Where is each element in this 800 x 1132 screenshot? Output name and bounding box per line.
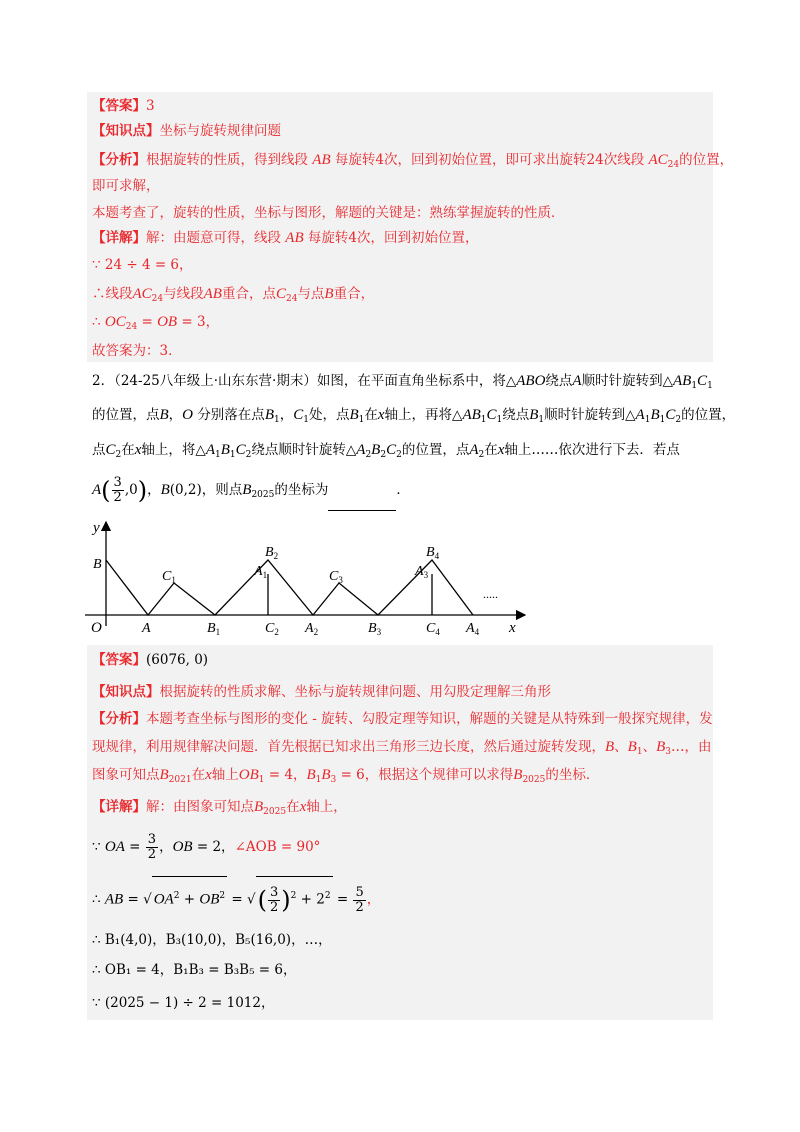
label-B1: $B_1$ [207, 621, 221, 636]
q2-step4: ∴ OB₁ = 4，B₁B₃ = B₃B₅ = 6， [92, 962, 297, 978]
label-C1: $C_1$ [162, 569, 176, 585]
q1-final: 故答案为：3． [92, 343, 182, 359]
bottom-point-labels [141, 621, 480, 636]
label-A4: $A_4$ [466, 621, 480, 636]
q1-analysis-line2: 即可求解， [92, 178, 160, 194]
q1-step2: ∴线段$AC_{24}$与线段AB重合，点$C_{24}$与点B重合， [92, 286, 375, 304]
ellipsis-label: ..... [483, 587, 498, 601]
q2-analysis-line2: 现规律，利用规律解决问题．首先根据已知求出三角形三边长度，然后通过旋转发现，B、$B_1$、$B_3\dots$，由 [92, 739, 712, 757]
q2-step3: ∴ B₁(4,0)，B₃(10,0)，B₅(16,0)，…， [92, 932, 332, 948]
label-A3: $A_3$ [415, 564, 429, 580]
label-A: A [142, 621, 151, 636]
q2-knowledge-point: 【知识点】根据旋转的性质求解、坐标与旋转规律问题、用勾股定理解三角形 [92, 684, 551, 700]
label-C3: $C_3$ [329, 569, 343, 585]
label-B: B [93, 557, 102, 572]
x-axis-label: x [509, 620, 516, 636]
q2-step2: ∴ AB = √ $OA^2 + OB^2$ = √( $\frac{3}{2}$ )$^2 + 2^2$ = $\frac{5}{2}$ ， [92, 876, 712, 919]
q1-step3: ∴ $OC_{24}$ = OB = 3， [92, 314, 220, 332]
q1-step1: ∵ 24 ÷ 4 = 6， [92, 257, 193, 273]
label-B4: $B_4$ [426, 545, 440, 561]
label-B3: $B_3$ [368, 621, 382, 636]
label-A1: $A_1$ [254, 564, 268, 580]
q1-knowledge-point: 【知识点】坐标与旋转规律问题 [92, 123, 281, 139]
q2-stem-line2: 的位置，点B，O 分别落在点$B_1$，$C_1$处，点$B_1$在x轴上，再将$\triangle AB_1C_1$绕点$B_1$顺时针旋转到$\triangle A_1B_1C_2$的位置， [92, 407, 736, 425]
label-C2: $C_2$ [265, 621, 279, 636]
origin-label: O [91, 620, 102, 636]
q2-step5: ∵ (2025 − 1) ÷ 2 = 1012， [92, 995, 275, 1011]
q2-step1: ∵ OA = $\frac{3}{2}$ ，OB = 2，∠AOB = 90° [92, 832, 321, 862]
y-axis-label: y [93, 520, 100, 536]
q1-detail: 【详解】解：由题意可得，线段 AB 每旋转4次，回到初始位置， [92, 230, 479, 246]
top-point-labels [93, 545, 440, 585]
q2-answer: 【答案】(6076, 0) [92, 652, 209, 668]
q2-detail: 【详解】解：由图象可知点$B_{2025}$在x轴上， [92, 799, 347, 817]
label-A2: $A_2$ [305, 621, 319, 636]
q2-stem-line4: A( $\frac{3}{2}$ ,0)，B(0,2)，则点$B_{2025}$的坐标为 ． [92, 474, 712, 511]
q1-analysis-line3: 本题考查了，旋转的性质，坐标与图形，解题的关键是：熟练掌握旋转的性质． [92, 205, 565, 221]
label-C4: $C_4$ [426, 621, 440, 636]
q2-stem-line1: 2．（24-25八年级上·山东东营·期末）如图，在平面直角坐标系中，将△ABO绕点A顺时针旋转到$\triangle AB_1C_1$ [92, 373, 713, 391]
q2-analysis-line3: 图象可知点$B_{2021}$在x轴上$OB_1 = 4$，$B_1B_3 = 6$，根据这个规律可以求得$B_{2025}$的坐标． [92, 767, 600, 785]
rotation-figure [85, 518, 535, 636]
q1-answer: 【答案】3 [92, 98, 155, 114]
q2-analysis-line1: 【分析】本题考查坐标与图形的变化 - 旋转、勾股定理等知识，解题的关键是从特殊到一般探究规律，发 [92, 711, 713, 727]
answer-blank [328, 496, 396, 511]
q1-analysis: 【分析】根据旋转的性质，得到线段 AB 每旋转4次，回到初始位置，即可求出旋转24次线段 $AC_{24}$的位置， [92, 152, 734, 170]
label-B2: $B_2$ [265, 545, 279, 561]
q2-stem-line3: 点$C_2$在x轴上，将$\triangle A_1B_1C_2$绕点顺时针旋转$\triangle A_2B_2C_2$的位置，点$A_2$在x轴上……依次进行下去．若点 [92, 442, 680, 460]
